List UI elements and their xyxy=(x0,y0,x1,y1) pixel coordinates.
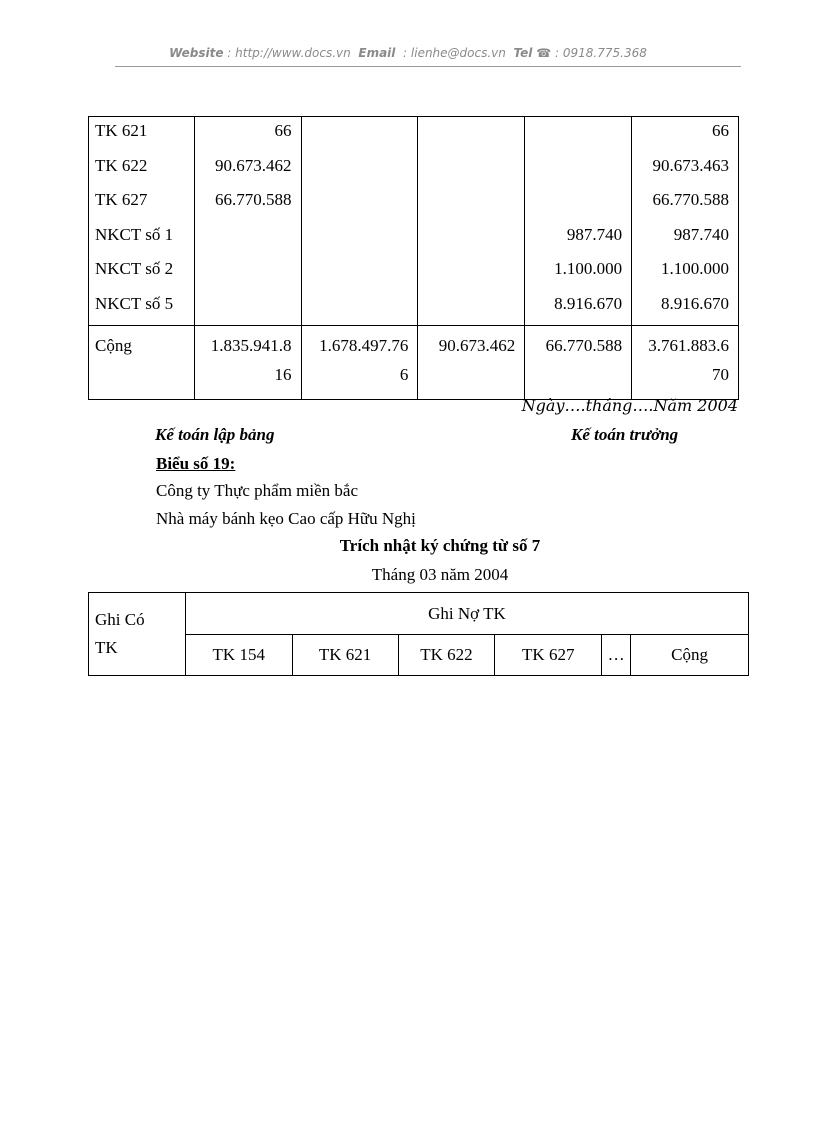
cell: 987.740 xyxy=(632,221,739,256)
section-title: Biểu số 19: xyxy=(156,454,236,473)
total-c5-part2: 70 xyxy=(712,364,729,384)
cell: 987.740 xyxy=(525,221,632,256)
cell xyxy=(194,290,301,325)
ghi-co-line2: TK xyxy=(95,638,118,657)
table-row xyxy=(89,221,739,256)
row-label: TK 621 xyxy=(89,117,195,152)
total-row xyxy=(89,325,739,399)
ghi-no-header: Ghi Nợ TK xyxy=(185,593,748,635)
cell xyxy=(418,255,525,290)
cell xyxy=(301,152,418,187)
page-header xyxy=(0,46,816,60)
column-header: TK 621 xyxy=(292,635,398,676)
cell: 1.100.000 xyxy=(525,255,632,290)
column-header: TK 154 xyxy=(185,635,292,676)
total-c5-part1: 3.761.883.6 xyxy=(648,335,729,355)
cell xyxy=(525,117,632,152)
tel-label: Tel xyxy=(513,46,533,60)
tel-value: ☎ : 0918.775.368 xyxy=(536,46,647,60)
total-c2-part2: 6 xyxy=(399,364,409,384)
journal-period: Tháng 03 năm 2004 xyxy=(371,565,509,584)
cell xyxy=(418,186,525,221)
table-header-row xyxy=(89,593,749,635)
cell xyxy=(194,255,301,290)
total-c1-part1: 1.835.941.8 xyxy=(210,335,292,355)
cell xyxy=(525,186,632,221)
signature-preparer: Kế toán lập bảng xyxy=(155,425,275,444)
cell xyxy=(301,290,418,325)
total-cell: 66.770.588 xyxy=(525,325,632,399)
website-value[interactable]: : http://www.docs.vn xyxy=(227,46,351,60)
cell: 66 xyxy=(632,117,739,152)
cell: 1.100.000 xyxy=(632,255,739,290)
ghi-co-line1: Ghi Có xyxy=(95,610,145,629)
cell: 66 xyxy=(194,117,301,152)
cell xyxy=(418,117,525,152)
cell xyxy=(418,152,525,187)
email-label: Email xyxy=(358,46,396,60)
row-label: NKCT số 1 xyxy=(89,221,195,256)
cell xyxy=(301,117,418,152)
cell: 66.770.588 xyxy=(194,186,301,221)
total-label: Cộng xyxy=(89,325,195,399)
cell: 8.916.670 xyxy=(525,290,632,325)
column-header: TK 627 xyxy=(495,635,602,676)
cell xyxy=(301,221,418,256)
row-label: TK 627 xyxy=(89,186,195,221)
cell: 90.673.462 xyxy=(194,152,301,187)
header-divider xyxy=(115,66,741,67)
table-row xyxy=(89,186,739,221)
journal-table xyxy=(88,592,749,676)
cell: 66.770.588 xyxy=(632,186,739,221)
cell: 8.916.670 xyxy=(632,290,739,325)
cell xyxy=(194,221,301,256)
column-header: … xyxy=(602,635,631,676)
total-cell xyxy=(301,325,418,399)
total-c2-part1: 1.678.497.76 xyxy=(319,335,409,355)
date-line: Ngày….tháng….Năm 2004 xyxy=(521,396,738,415)
cell xyxy=(418,290,525,325)
cell xyxy=(301,186,418,221)
table-row xyxy=(89,152,739,187)
column-header: TK 622 xyxy=(398,635,495,676)
table-row xyxy=(89,117,739,152)
ghi-co-header xyxy=(89,593,186,676)
factory-name: Nhà máy bánh kẹo Cao cấp Hữu Nghị xyxy=(156,509,416,528)
column-header: Cộng xyxy=(631,635,749,676)
journal-heading: Trích nhật ký chứng từ số 7 xyxy=(339,536,541,555)
company-name: Công ty Thực phẩm miền bắc xyxy=(156,481,358,500)
cell xyxy=(525,152,632,187)
total-c1-part2: 16 xyxy=(274,364,292,384)
row-label: NKCT số 5 xyxy=(89,290,195,325)
summary-table xyxy=(88,116,739,400)
cell xyxy=(418,221,525,256)
table-row xyxy=(89,255,739,290)
website-label: Website xyxy=(169,46,224,60)
table-row xyxy=(89,290,739,325)
total-cell: 90.673.462 xyxy=(418,325,525,399)
cell: 90.673.463 xyxy=(632,152,739,187)
signature-chief-accountant: Kế toán trưởng xyxy=(571,425,679,444)
row-label: NKCT số 2 xyxy=(89,255,195,290)
table-subheader-row xyxy=(89,635,749,676)
cell xyxy=(301,255,418,290)
email-value[interactable]: : lienhe@docs.vn xyxy=(403,46,506,60)
total-cell xyxy=(194,325,301,399)
row-label: TK 622 xyxy=(89,152,195,187)
total-cell xyxy=(632,325,739,399)
